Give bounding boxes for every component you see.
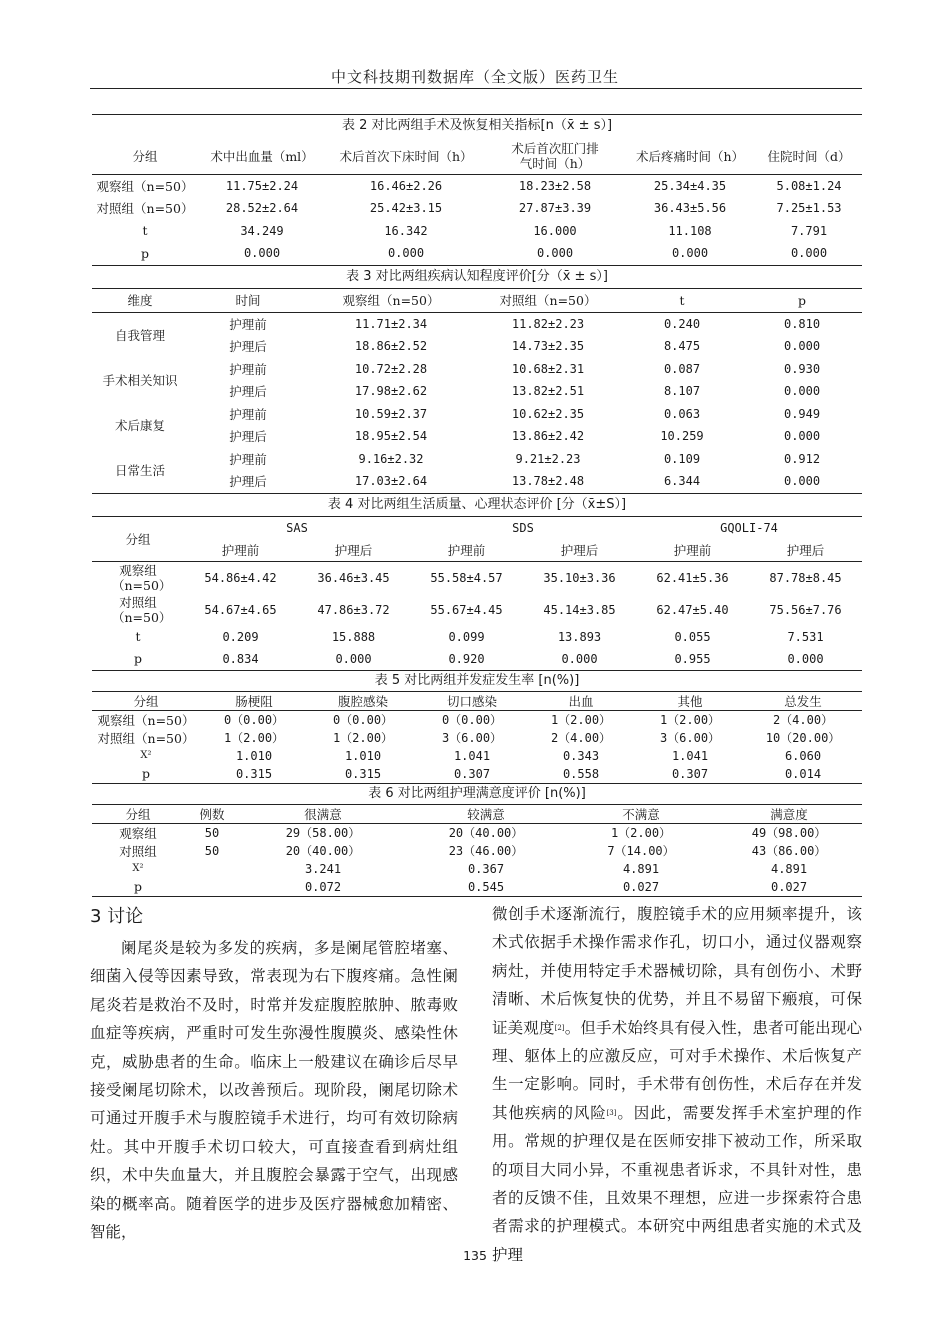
cell: 13.78±2.48 [511, 474, 585, 489]
cell: 0.307 [453, 766, 491, 781]
cell: 护理后 [229, 384, 267, 400]
dimension-cell: 日常生活 [114, 463, 165, 478]
table-header-cell: 不满意 [622, 806, 660, 822]
cell: 62.47±5.40 [656, 602, 729, 617]
paragraph [492, 900, 862, 1269]
table-row [92, 174, 862, 197]
cell: 0（0.00） [223, 713, 285, 727]
cell: 对照组（n=50） [112, 594, 172, 625]
cell: 62.41±5.36 [656, 570, 729, 585]
cell: 3（6.00） [659, 731, 721, 745]
cell: 54.86±4.42 [204, 570, 277, 585]
table-row [92, 710, 862, 729]
table-4-caption: 表 4 对比两组生活质量、心理状态评价 [分（x̄±S）] [327, 496, 627, 512]
cell: 47.86±3.72 [317, 602, 390, 617]
cell: 护理后 [229, 429, 267, 445]
body-column-left [90, 900, 458, 1246]
cell: 55.58±4.57 [430, 570, 503, 585]
citation[interactable]: [3] [606, 1108, 617, 1117]
cell: 10.59±2.37 [354, 406, 428, 421]
table-header-cell: 术后疼痛时间（h） [635, 148, 745, 164]
cell: X² [132, 863, 144, 874]
cell: 27.87±3.39 [518, 201, 592, 216]
cell: 0.545 [467, 879, 505, 894]
cell: 16.342 [384, 223, 428, 238]
cell: 10.259 [660, 429, 704, 444]
table-header-cell: 例数 [199, 806, 225, 822]
cell: 11.82±2.23 [511, 316, 585, 331]
table-header-cell: 术中出血量（ml） [210, 148, 314, 164]
cell: 0.000 [387, 246, 425, 261]
cell: 7.25±1.53 [776, 201, 842, 216]
cell: 观察组（n=50） [112, 562, 172, 593]
cell: 0.315 [235, 766, 273, 781]
table-row [92, 747, 862, 765]
cell: 护理前 [229, 361, 267, 377]
cell: 护理后 [229, 474, 267, 490]
citation[interactable]: [2] [554, 1023, 565, 1032]
cell: 8.475 [663, 339, 701, 354]
cell: 2（4.00） [772, 713, 834, 727]
cell: 对照组 [119, 843, 157, 859]
cell: 54.67±4.65 [204, 602, 277, 617]
cell: 13.82±2.51 [511, 384, 585, 399]
table-row [92, 335, 862, 358]
table-row [92, 729, 862, 747]
cell: 45.14±3.85 [543, 602, 616, 617]
cell: 25.34±4.35 [653, 178, 727, 193]
table-row [92, 403, 862, 426]
cell: 0.558 [562, 766, 600, 781]
cell: 0.240 [663, 316, 701, 331]
cell: 0.000 [790, 246, 828, 261]
cell: 0.000 [671, 246, 709, 261]
cell: 18.23±2.58 [518, 178, 592, 193]
cell: 0.930 [783, 361, 821, 376]
table-subheader-cell: 护理前 [447, 542, 486, 558]
cell: 15.888 [331, 629, 376, 644]
cell: 1.010 [344, 748, 382, 763]
cell: 1.041 [453, 748, 491, 763]
table-row [92, 242, 862, 265]
header-divider [90, 88, 862, 89]
table-row [92, 860, 862, 878]
table-header-cell: 对照组（n=50） [499, 293, 597, 309]
table-row [92, 648, 862, 671]
cell: 10.72±2.28 [354, 361, 428, 376]
cell: 护理前 [229, 451, 267, 467]
cell: 0.014 [784, 766, 822, 781]
cell: 9.16±2.32 [358, 451, 424, 466]
dimension-cell: 术后康复 [114, 418, 165, 433]
table-row [92, 823, 862, 842]
cell: 18.95±2.54 [354, 429, 428, 444]
table-subheader-cell: 护理后 [786, 542, 825, 558]
table-header-cell: 满意度 [770, 806, 808, 822]
table-row [92, 380, 862, 403]
cell: 护理后 [229, 339, 267, 355]
table-row [92, 220, 862, 243]
dimension-cell: 手术相关知识 [102, 373, 178, 388]
cell: 50 [204, 825, 220, 840]
cell: p [133, 879, 142, 894]
journal-header: 中文科技期刊数据库（全文版）医药卫生 [330, 68, 619, 86]
table-header-cell: 出血 [568, 693, 594, 709]
cell: 55.67±4.45 [430, 602, 503, 617]
scale-header: SAS [286, 520, 308, 535]
table-subheader-cell: 护理前 [221, 542, 260, 558]
cell: 0.000 [561, 651, 598, 666]
cell: 87.78±8.45 [769, 570, 842, 585]
cell: 23（46.00） [448, 844, 524, 858]
cell: t [142, 223, 148, 239]
cell: 14.73±2.35 [511, 339, 585, 354]
cell: 0.209 [222, 629, 259, 644]
table-header-cell: 切口感染 [446, 693, 497, 709]
table-5 [92, 671, 862, 784]
cell: 0.000 [783, 429, 821, 444]
cell: 1.010 [235, 748, 273, 763]
cell: 49（98.00） [751, 826, 827, 840]
table-5-caption: 表 5 对比两组并发症发生率 [n(%)] [374, 672, 580, 688]
table-row [92, 197, 862, 220]
table-row [92, 425, 862, 448]
table-row [92, 765, 862, 784]
cell: 0.000 [335, 651, 372, 666]
text-run: 微创手术逐渐流行，腹腔镜手术的应用频率提升，该术式依据手术操作需求作孔，切口小，通过仪器观察病灶，并使用特定手术器械切除，具有创伤小、术野清晰、术后恢复快的优势，并且不易留下瘢痕，可保证美观度 [492, 905, 862, 1037]
cell: 0.343 [562, 748, 600, 763]
cell: 对照组（n=50） [96, 201, 194, 217]
cell: 36.43±5.56 [653, 201, 727, 216]
cell: 观察组（n=50） [96, 178, 194, 194]
cell: 对照组（n=50） [97, 730, 195, 746]
cell: 20（40.00） [285, 844, 361, 858]
cell: 0.000 [787, 651, 824, 666]
cell: 11.71±2.34 [354, 316, 428, 331]
cell: t [135, 629, 141, 644]
table-header-cell: 时间 [235, 293, 261, 309]
table-row [92, 842, 862, 860]
cell: 1（2.00） [223, 731, 285, 745]
table-header-cell: t [679, 292, 685, 308]
cell [184, 860, 240, 878]
cell: 0.920 [448, 651, 485, 666]
cell: p [141, 766, 150, 781]
cell: 9.21±2.23 [515, 451, 581, 466]
cell: 20（40.00） [448, 826, 524, 840]
cell: 5.08±1.24 [776, 178, 842, 193]
cell: 25.42±3.15 [369, 201, 443, 216]
cell: 10.62±2.35 [511, 406, 585, 421]
cell: 0.000 [783, 339, 821, 354]
cell: 1（2.00） [332, 731, 394, 745]
cell: 3（6.00） [441, 731, 503, 745]
cell: 7.791 [790, 223, 828, 238]
scale-header: SDS [512, 520, 534, 535]
cell: 护理前 [229, 316, 267, 332]
cell: 8.107 [663, 384, 701, 399]
scale-header: GQOLI-74 [720, 520, 778, 535]
cell: 0.055 [674, 629, 711, 644]
table-row [92, 594, 862, 626]
text-run: 。因此，需要发挥手术室护理的作用。常规的护理仅是在医师安排下被动工作，所采取的项目大同小异，不重视患者诉求，不具针对性，患者的反馈不佳，且效果不理想，应进一步探索符合患者需求的护理模式。本研究中两组患者实施的术式及护理 [492, 1103, 862, 1264]
cell: 29（58.00） [285, 826, 361, 840]
cell: 3.241 [304, 861, 342, 876]
cell: 观察组（n=50） [97, 712, 195, 728]
cell: 0.000 [783, 474, 821, 489]
cell: 0.000 [243, 246, 281, 261]
cell: 50 [204, 843, 220, 858]
cell: 7.531 [787, 629, 824, 644]
cell: X² [140, 750, 152, 761]
table-header-cell: 分组 [125, 806, 151, 822]
cell: 0.000 [783, 384, 821, 399]
table-3-caption: 表 3 对比两组疾病认知程度评价[分（x̄ ± s）] [346, 268, 608, 284]
cell: 护理前 [229, 406, 267, 422]
table-4 [92, 494, 862, 671]
table-header-cell: 总发生 [784, 693, 822, 709]
cell: 观察组 [119, 825, 157, 841]
table-header-cell: 较满意 [467, 806, 505, 822]
table-row [92, 448, 862, 471]
text-run: 。但手术始终具有侵入性，患者可能出现心理、躯体上的应激反应，可对手术操作、术后恢复产生一定影响。同时，手术带有创伤性，术后存在并发其他疾病的风险 [492, 1018, 862, 1122]
table-header-cell: 分组 [133, 693, 159, 709]
cell [184, 878, 240, 897]
cell: 0.810 [783, 316, 821, 331]
cell: 1（2.00） [659, 713, 721, 727]
table-2-caption: 表 2 对比两组手术及恢复相关指标[n（x̄ ± s）] [342, 118, 613, 134]
cell: 18.86±2.52 [354, 339, 428, 354]
cell: 1（2.00） [550, 713, 612, 727]
table-row [92, 470, 862, 493]
cell: p [140, 245, 149, 261]
cell: 0（0.00） [441, 713, 503, 727]
section-title: 3 讨论 [90, 906, 144, 927]
table-subheader-cell: 护理后 [560, 542, 599, 558]
table-6 [92, 784, 862, 897]
cell: 2（4.00） [550, 731, 612, 745]
cell: 75.56±7.76 [769, 602, 842, 617]
table-3 [92, 266, 862, 494]
table-header-cell: 术后首次肛门排气时间（h） [511, 140, 599, 171]
table-6-caption: 表 6 对比两组护理满意度评价 [n(%)] [368, 785, 586, 801]
cell: 0.027 [622, 879, 660, 894]
cell: 0.315 [344, 766, 382, 781]
cell: 0.072 [304, 879, 342, 894]
cell: 7（14.00） [607, 844, 675, 858]
cell: 0.000 [536, 246, 574, 261]
cell: 13.86±2.42 [511, 429, 585, 444]
table-header-cell: 术后首次下床时间（h） [339, 148, 473, 164]
cell: 17.03±2.64 [354, 474, 428, 489]
cell: 6.344 [663, 474, 701, 489]
table-row [92, 878, 862, 897]
cell: 10.68±2.31 [511, 361, 585, 376]
cell: 16.46±2.26 [369, 178, 443, 193]
cell: 36.46±3.45 [317, 570, 390, 585]
cell: 4.891 [622, 861, 660, 876]
cell: 43（86.00） [751, 844, 827, 858]
table-row [92, 626, 862, 648]
table-row [92, 312, 862, 335]
table-header-cell: 肠梗阻 [235, 693, 273, 709]
table-2 [92, 114, 862, 266]
cell: 6.060 [784, 748, 822, 763]
table-row [92, 561, 862, 594]
page-number: 135 [463, 1248, 487, 1263]
cell: 16.000 [533, 223, 577, 238]
cell: 1（2.00） [610, 826, 672, 840]
cell: 0.307 [671, 766, 709, 781]
cell: 0.109 [663, 451, 701, 466]
table-subheader-cell: 护理后 [334, 542, 373, 558]
cell: 0.912 [783, 451, 821, 466]
table-subheader-cell: 护理前 [673, 542, 712, 558]
paragraph: 阑尾炎是较为多发的疾病，多是阑尾管腔堵塞、细菌入侵等因素导致，常表现为右下腹疼痛。急性阑尾炎若是救治不及时，时常并发症腹腔脓肿、脓毒败血症等疾病，严重时可发生弥漫性腹膜炎、感染性休克，威胁患者的生命。临床上一般建议在确诊后尽早接受阑尾切除术，以改善预后。现阶段，阑尾切除术可通过开腹手术与腹腔镜手术进行，均可有效切除病灶。其中开腹手术切口较大，可直接查看到病灶组织，术中失血量大，并且腹腔会暴露于空气，出现感染的概率高。随着医学的进步及医疗器械愈加精密、智能， [90, 939, 458, 1242]
cell: 13.893 [557, 629, 602, 644]
dimension-cell: 自我管理 [114, 328, 165, 343]
table-header-cell: p [798, 292, 807, 308]
table-header-cell: 观察组（n=50） [342, 293, 440, 309]
cell: 0.027 [770, 879, 808, 894]
table-header-cell: 很满意 [304, 806, 342, 822]
cell: 0.099 [448, 629, 485, 644]
cell: 10（20.00） [765, 731, 841, 745]
table-header-cell: 分组 [132, 148, 158, 164]
cell: p [133, 651, 142, 666]
body-column-right [492, 900, 862, 1269]
tables-block [92, 114, 862, 897]
table-header-cell: 腹腔感染 [337, 693, 388, 709]
cell: 34.249 [240, 223, 284, 238]
table-header-cell: 其他 [677, 693, 703, 709]
cell: 11.108 [668, 223, 712, 238]
cell: 4.891 [770, 861, 808, 876]
cell: 1.041 [671, 748, 709, 763]
cell: 17.98±2.62 [354, 384, 428, 399]
cell: 0.087 [663, 361, 701, 376]
table-row [92, 358, 862, 381]
cell: 35.10±3.36 [543, 570, 616, 585]
cell: 0.949 [783, 406, 821, 421]
cell: 11.75±2.24 [225, 178, 299, 193]
cell: 0.834 [222, 651, 259, 666]
cell: 28.52±2.64 [225, 201, 299, 216]
cell: 0.063 [663, 406, 701, 421]
cell: 0（0.00） [332, 713, 394, 727]
cell: 0.955 [674, 651, 711, 666]
table-header-cell: 维度 [127, 293, 153, 309]
cell: 0.367 [467, 861, 505, 876]
table-header-cell: 住院时间（d） [767, 148, 851, 164]
table-header-cell: 分组 [125, 531, 151, 547]
